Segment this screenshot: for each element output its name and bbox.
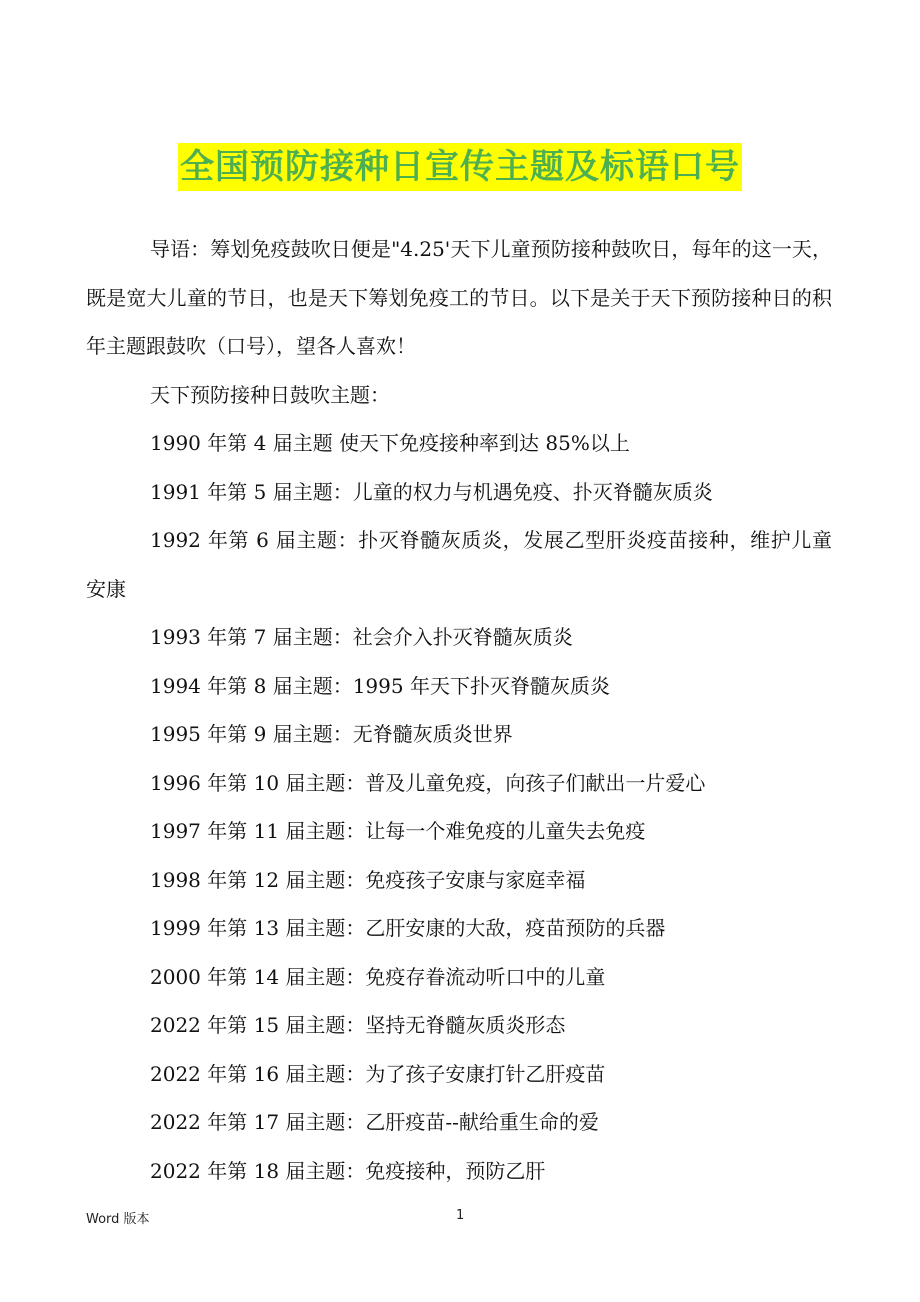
theme-item: 2022 年第 18 届主题：免疫接种，预防乙肝 xyxy=(150,1158,546,1183)
section-heading: 天下预防接种日鼓吹主题： xyxy=(150,382,390,407)
page-number: 1 xyxy=(456,1208,465,1223)
theme-item: 2022 年第 16 届主题：为了孩子安康打针乙肝疫苗 xyxy=(150,1061,606,1086)
theme-item: 1999 年第 13 届主题：乙肝安康的大敌，疫苗预防的兵器 xyxy=(150,916,666,940)
page-title: 全国预防接种日宣传主题及标语口号 xyxy=(178,143,742,191)
theme-item: 1991 年第 5 届主题：儿童的权力与机遇免疫、扑灭脊髓灰质炎 xyxy=(150,479,713,504)
theme-item: 1998 年第 12 届主题：免疫孩子安康与家庭幸福 xyxy=(150,867,586,892)
theme-item: 2022 年第 15 届主题：坚持无脊髓灰质炎形态 xyxy=(150,1013,566,1037)
theme-item: 2000 年第 14 届主题：免疫存眷流动听口中的儿童 xyxy=(150,964,606,989)
theme-item: 1996 年第 10 届主题：普及儿童免疫，向孩子们献出一片爱心 xyxy=(150,770,706,795)
theme-item: 1990 年第 4 届主题 使天下免疫接种率到达 85%以上 xyxy=(150,431,630,455)
theme-item: 1992 年第 6 届主题：扑灭脊髓灰质炎，发展乙型肝炎疫苗接种，维护儿童安康 xyxy=(86,528,832,601)
intro-paragraph: 导语：筹划免疫鼓吹日便是"4.25'天下儿童预防接种鼓吹日，每年的这一天，既是宽大儿童的节日，也是天下筹划免疫工的节日。以下是关于天下预防接种日的积年主题跟鼓吹（口号），望各人喜欢！ xyxy=(86,237,832,358)
document-body xyxy=(86,225,832,1195)
theme-item: 1997 年第 11 届主题：让每一个难免疫的儿童失去免疫 xyxy=(150,819,646,843)
theme-item: 1995 年第 9 届主题：无脊髓灰质炎世界 xyxy=(150,722,513,746)
theme-item: 1993 年第 7 届主题：社会介入扑灭脊髓灰质炎 xyxy=(150,625,573,649)
title-wrap xyxy=(0,143,920,191)
theme-item: 1994 年第 8 届主题：1995 年天下扑灭脊髓灰质炎 xyxy=(150,673,610,698)
theme-item: 2022 年第 17 届主题：乙肝疫苗--献给重生命的爱 xyxy=(150,1110,599,1134)
footer-label: Word 版本 xyxy=(86,1212,150,1227)
